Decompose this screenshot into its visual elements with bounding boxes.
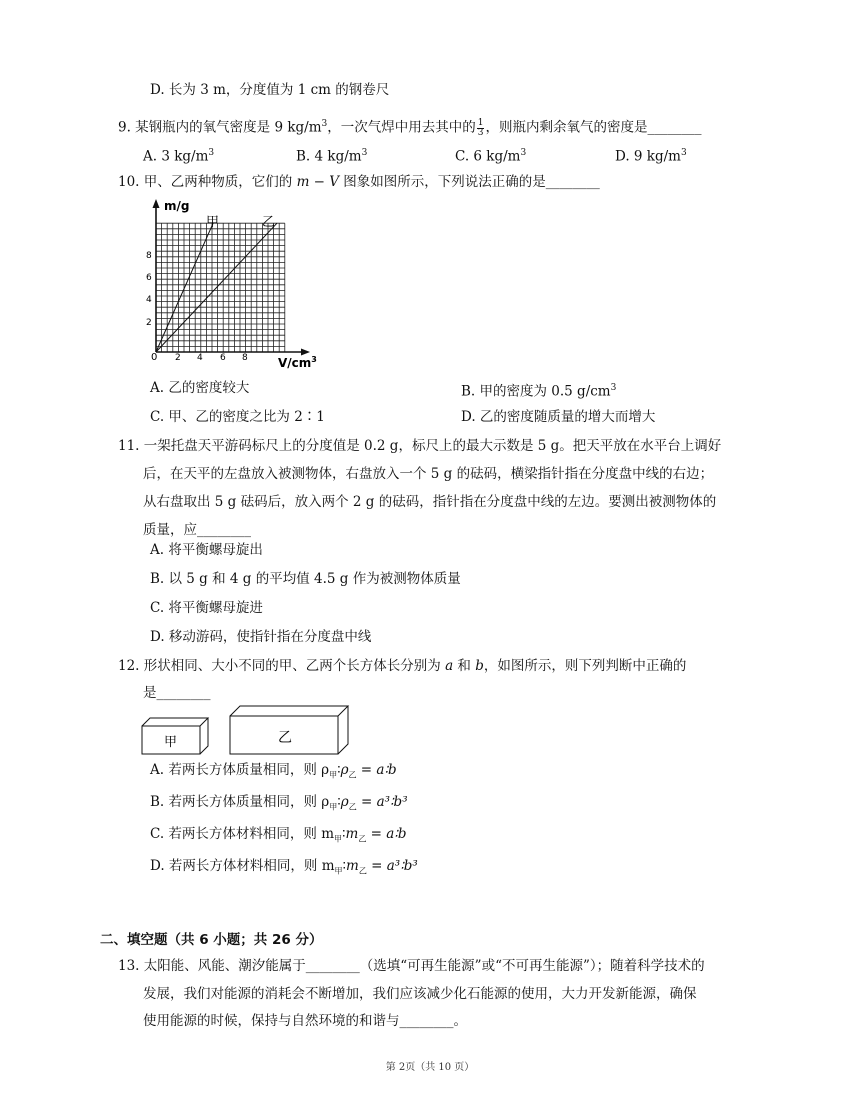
q10-option-a: A. 乙的密度较大 [150, 380, 250, 396]
y-tick-8: 8 [146, 251, 152, 261]
origin-label: 0 [151, 352, 158, 363]
q12-option-a: A. 若两长方体质量相同，则 $\rho_甲∶\rho_乙$ = a∶b [150, 762, 397, 780]
q9-option-b: B. 4 $kg/m^3$ [296, 148, 368, 165]
q12-option-d: D. 若两长方体材料相同，则 $m_甲∶m_乙$ = a³∶b³ [150, 858, 418, 876]
q10-stem-var: m − V [296, 174, 340, 190]
q12-var-b: b [475, 658, 484, 674]
q12-line-2: 是________ [143, 685, 211, 701]
y-tick-2: 2 [146, 318, 152, 328]
x-tick-4: 4 [197, 353, 203, 363]
q11-line-2: 后，在天平的左盘放入被测物体，右盘放入一个 5 g 的砝码，横梁指针指在分度盘中线的右边； [143, 466, 714, 482]
q11-option-c: C. 将平衡螺母旋进 [150, 600, 263, 616]
q13-line-1: 13. 太阳能、风能、潮汐能属于________（选填“可再生能源”或“不可再生能源”）；随着科学技术的 [118, 958, 705, 974]
cuboid-figure [138, 702, 358, 758]
q9-stem-a: 9. 某钢瓶内的氧气密度是 9 kg/m [118, 119, 322, 136]
chart-grid [156, 223, 285, 352]
q9-stem [118, 114, 701, 138]
q13-line-2: 发展，我们对能源的消耗会不断增加，我们应该减少化石能源的使用，大力开发新能源，确保 [143, 986, 697, 1002]
q11-option-d: D. 移动游码，使指针指在分度盘中线 [150, 629, 372, 645]
q9-stem-b: ，一次气焊中用去其中的 [327, 119, 476, 136]
series-line-jia [156, 223, 213, 352]
x-tick-2: 2 [175, 353, 181, 363]
q9-option-a: A. 3 $kg/m^3$ [143, 148, 215, 165]
q10-option-c: C. 甲、乙的密度之比为 2∶1 [150, 409, 325, 425]
section-2-title: 二、填空题（共 6 小题；共 26 分） [100, 932, 323, 948]
y-tick-6: 6 [146, 273, 152, 283]
y-axis-label: m/g [164, 199, 190, 213]
m-v-chart [140, 196, 340, 374]
q10-stem: 10. 甲、乙两种物质，它们的 m − V 图象如图所示，下列说法正确的是________ [118, 174, 600, 190]
series-line-yi [156, 223, 277, 352]
x-tick-6: 6 [220, 353, 226, 363]
q12-line-1: 12. 形状相同、大小不同的甲、乙两个长方体长分别为 a 和 b，如图所示，则下列判断中正确的 [118, 658, 687, 674]
q9-stem-c: ，则瓶内剩余氧气的密度是________ [485, 119, 702, 136]
q11-line-3: 从右盘取出 5 g 砝码后，放入两个 2 g 的砝码，指针指在分度盘中线的左边。要测出被测物体的 [143, 494, 717, 510]
q11-option-a: A. 将平衡螺母旋出 [150, 542, 263, 558]
q9-frac-den: 3 [477, 127, 484, 138]
q9-fraction [477, 119, 485, 138]
q9-frac-num: 1 [477, 117, 484, 128]
q11-line-4: 质量，应________ [143, 522, 251, 538]
page-footer: 第 2页（共 10 页） [385, 1062, 475, 1073]
y-tick-4: 4 [146, 295, 152, 305]
x-axis-arrow [301, 349, 310, 356]
q12-var-a: a [445, 658, 454, 674]
q12-option-c: C. 若两长方体材料相同，则 $m_甲∶m_乙$ = a∶b [150, 826, 407, 844]
q12-option-b: B. 若两长方体质量相同，则 $\rho_甲∶\rho_乙$ = a³∶b³ [150, 794, 408, 812]
q11-line-1: 11. 一架托盘天平游码标尺上的分度值是 0.2 g，标尺上的最大示数是 5 g。把天平放在水平台上调好 [118, 438, 722, 454]
q9-option-d: D. 9 $kg/m^3$ [615, 148, 687, 165]
q8-option-d: D. 长为 3 m，分度值为 1 cm 的钢卷尺 [150, 82, 390, 98]
y-axis-arrow [153, 199, 160, 208]
cuboid-label-jia: 甲 [164, 735, 178, 750]
q9-option-c: C. 6 $kg/m^3$ [455, 148, 527, 165]
series-label-yi: 乙 [262, 215, 276, 230]
q10-option-b: B. 甲的密度为 0.5 $g/cm^3$ [461, 383, 617, 400]
q10-option-d: D. 乙的密度随质量的增大而增大 [461, 409, 656, 425]
q11-option-b: B. 以 5 g 和 4 g 的平均值 4.5 g 作为被测物体质量 [150, 571, 461, 587]
x-axis-label: $V/cm^3$ [278, 355, 317, 370]
q9-exp: 3 [321, 119, 328, 129]
cuboid-label-yi: 乙 [278, 730, 292, 746]
q13-line-3: 使用能源的时候，保持与自然环境的和谐与________。 [143, 1013, 467, 1029]
series-label-jia: 甲 [206, 215, 220, 230]
x-tick-8: 8 [242, 353, 248, 363]
